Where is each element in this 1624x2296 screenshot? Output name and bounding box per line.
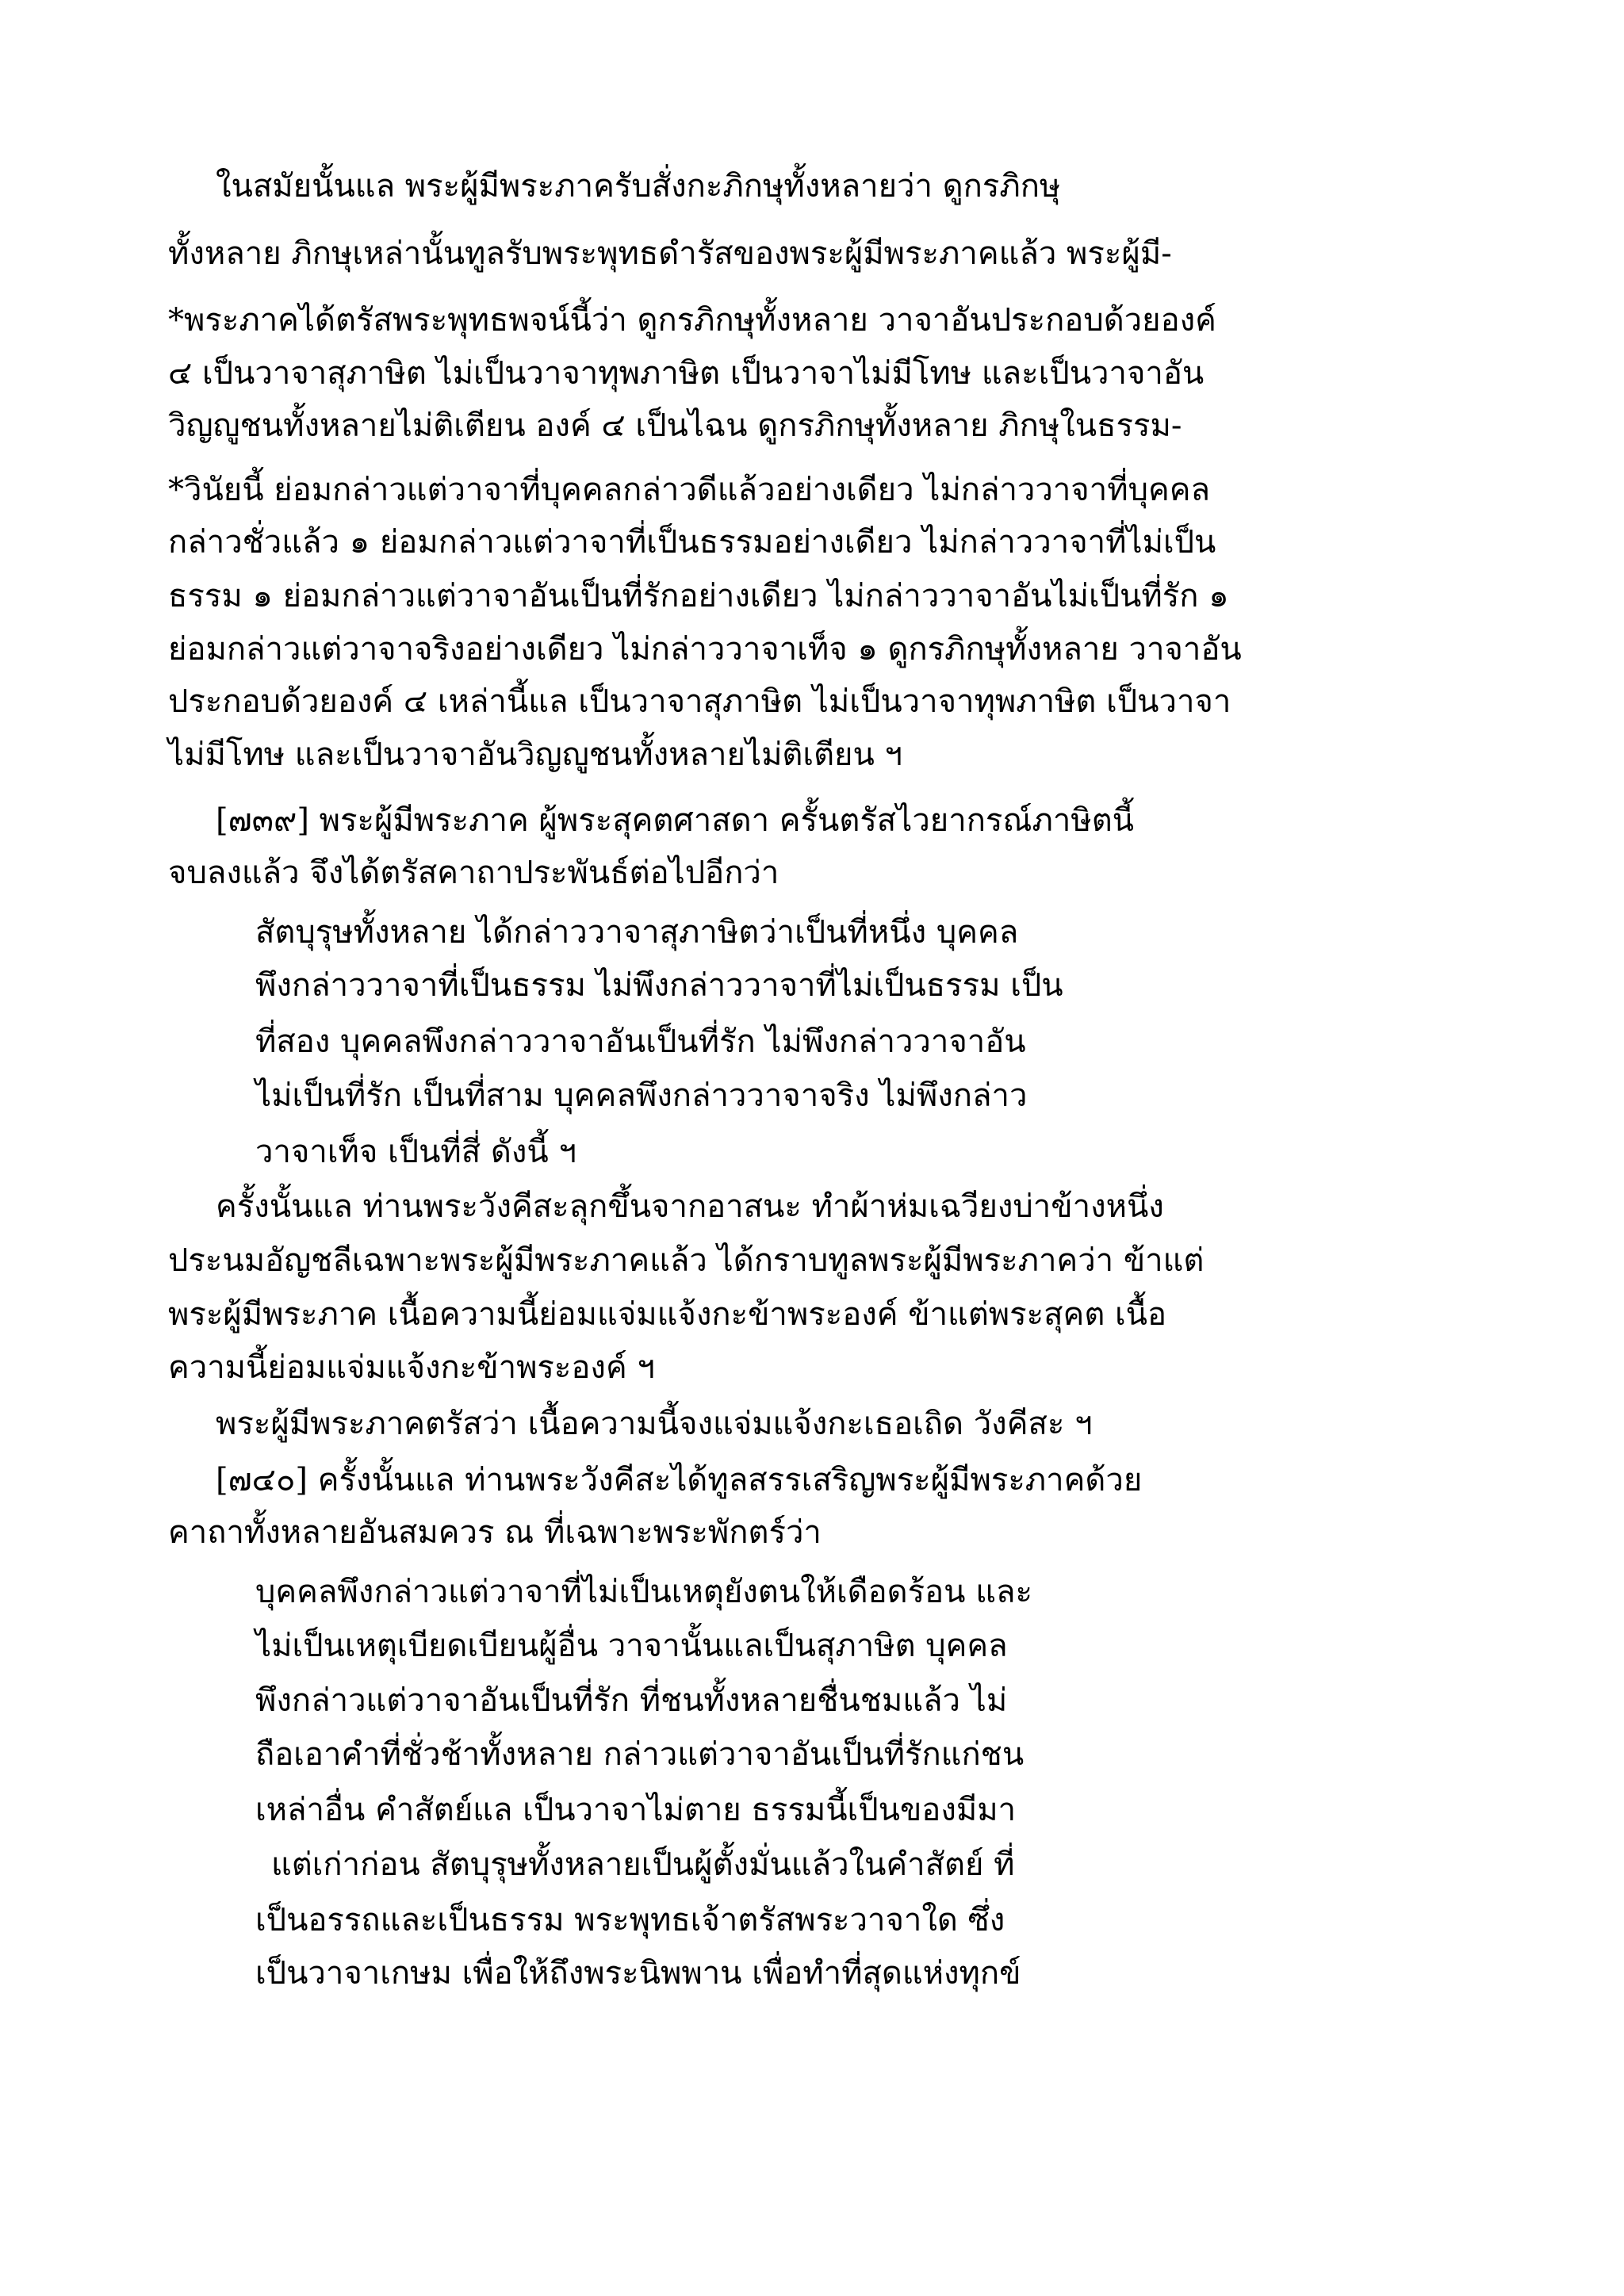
text-line-1: ในสมัยนั้นแล พระผู้มีพระภาครับสั่งกะภิกษุทั้งหลายว่า ดูกรภิกษุ (216, 168, 1061, 205)
text-line-32: เป็นอรรถและเป็นธรรม พระพุทธเจ้าตรัสพระวาจาใด ซึ่ง (255, 1902, 1005, 1938)
text-line-12: [๗๓๙] พระผู้มีพระภาค ผู้พระสุคตศาสดา ครั้นตรัสไวยากรณ์ภาษิตนี้ (216, 802, 1135, 839)
text-line-16: ที่สอง บุคคลพึงกล่าววาจาอันเป็นที่รัก ไม่พึงกล่าววาจาอัน (255, 1024, 1026, 1060)
text-line-29: ถือเอาคำที่ชั่วช้าทั้งหลาย กล่าวแต่วาจาอันเป็นที่รักแก่ชน (255, 1736, 1025, 1773)
text-line-18: วาจาเท็จ เป็นที่สี่ ดังนี้ ฯ (255, 1134, 576, 1170)
text-line-14: สัตบุรุษทั้งหลาย ได้กล่าววาจาสุภาษิตว่าเป็นที่หนึ่ง บุคคล (255, 914, 1019, 951)
text-line-22: ความนี้ย่อมแจ่มแจ้งกะข้าพระองค์ ฯ (168, 1349, 655, 1386)
text-line-19: ครั้งนั้นแล ท่านพระวังคีสะลุกขึ้นจากอาสนะ ทำผ้าห่มเฉวียงบ่าข้างหนึ่ง (216, 1188, 1164, 1225)
text-line-23: พระผู้มีพระภาคตรัสว่า เนื้อความนี้จงแจ่มแจ้งกะเธอเถิด วังคีสะ ฯ (216, 1406, 1093, 1442)
text-line-7: กล่าวชั่วแล้ว ๑ ย่อมกล่าวแต่วาจาที่เป็นธรรมอย่างเดียว ไม่กล่าววาจาที่ไม่เป็น (168, 524, 1216, 561)
text-line-13: จบลงแล้ว จึงได้ตรัสคาถาประพันธ์ต่อไปอีกว่า (168, 855, 779, 891)
text-line-10: ประกอบด้วยองค์ ๔ เหล่านี้แล เป็นวาจาสุภาษิต ไม่เป็นวาจาทุพภาษิต เป็นวาจา (168, 683, 1231, 720)
text-line-20: ประนมอัญชลีเฉพาะพระผู้มีพระภาคแล้ว ได้กราบทูลพระผู้มีพระภาคว่า ข้าแต่ (168, 1242, 1205, 1279)
text-line-4: ๔ เป็นวาจาสุภาษิต ไม่เป็นวาจาทุพภาษิต เป็นวาจาไม่มีโทษ และเป็นวาจาอัน (168, 355, 1205, 392)
text-line-6: *วินัยนี้ ย่อมกล่าวแต่วาจาที่บุคคลกล่าวดีแล้วอย่างเดียว ไม่กล่าววาจาที่บุคคล (168, 472, 1210, 508)
text-line-2: ทั้งหลาย ภิกษุเหล่านั้นทูลรับพระพุทธดำรัสของพระผู้มีพระภาคแล้ว พระผู้มี- (168, 235, 1172, 272)
text-line-9: ย่อมกล่าวแต่วาจาจริงอย่างเดียว ไม่กล่าววาจาเท็จ ๑ ดูกรภิกษุทั้งหลาย วาจาอัน (168, 631, 1242, 668)
text-line-11: ไม่มีโทษ และเป็นวาจาอันวิญญูชนทั้งหลายไม่ติเตียน ฯ (168, 737, 903, 773)
text-line-26: บุคคลพึงกล่าวแต่วาจาที่ไม่เป็นเหตุยังตนให้เดือดร้อน และ (255, 1574, 1032, 1610)
text-line-28: พึงกล่าวแต่วาจาอันเป็นที่รัก ที่ชนทั้งหลายชื่นชมแล้ว ไม่ (255, 1682, 1008, 1719)
text-line-27: ไม่เป็นเหตุเบียดเบียนผู้อื่น วาจานั้นแลเป็นสุภาษิต บุคคล (255, 1628, 1008, 1664)
text-line-17: ไม่เป็นที่รัก เป็นที่สาม บุคคลพึงกล่าววาจาจริง ไม่พึงกล่าว (255, 1077, 1028, 1114)
text-line-5: วิญญูชนทั้งหลายไม่ติเตียน องค์ ๔ เป็นไฉน ดูกรภิกษุทั้งหลาย ภิกษุในธรรม- (168, 408, 1182, 444)
text-line-15: พึงกล่าววาจาที่เป็นธรรม ไม่พึงกล่าววาจาที่ไม่เป็นธรรม เป็น (255, 967, 1063, 1004)
text-line-24: [๗๔๐] ครั้งนั้นแล ท่านพระวังคีสะได้ทูลสรรเสริญพระผู้มีพระภาคด้วย (216, 1462, 1143, 1498)
text-line-21: พระผู้มีพระภาค เนื้อความนี้ย่อมแจ่มแจ้งกะข้าพระองค์ ข้าแต่พระสุคต เนื้อ (168, 1296, 1167, 1333)
text-line-3: *พระภาคได้ตรัสพระพุทธพจน์นี้ว่า ดูกรภิกษุทั้งหลาย วาจาอันประกอบด้วยองค์ (168, 302, 1216, 339)
text-line-25: คาถาทั้งหลายอันสมควร ณ ที่เฉพาะพระพักตร์ว่า (168, 1514, 822, 1551)
text-line-8: ธรรม ๑ ย่อมกล่าวแต่วาจาอันเป็นที่รักอย่างเดียว ไม่กล่าววาจาอันไม่เป็นที่รัก ๑ (168, 578, 1229, 614)
text-line-30: เหล่าอื่น คำสัตย์แล เป็นวาจาไม่ตาย ธรรมนี้เป็นของมีมา (255, 1792, 1017, 1828)
text-line-33: เป็นวาจาเกษม เพื่อให้ถึงพระนิพพาน เพื่อทำที่สุดแห่งทุกข์ (255, 1955, 1021, 1992)
text-line-31: แต่เก่าก่อน สัตบุรุษทั้งหลายเป็นผู้ตั้งมั่นแล้วในคำสัตย์ ที่ (271, 1846, 1015, 1883)
